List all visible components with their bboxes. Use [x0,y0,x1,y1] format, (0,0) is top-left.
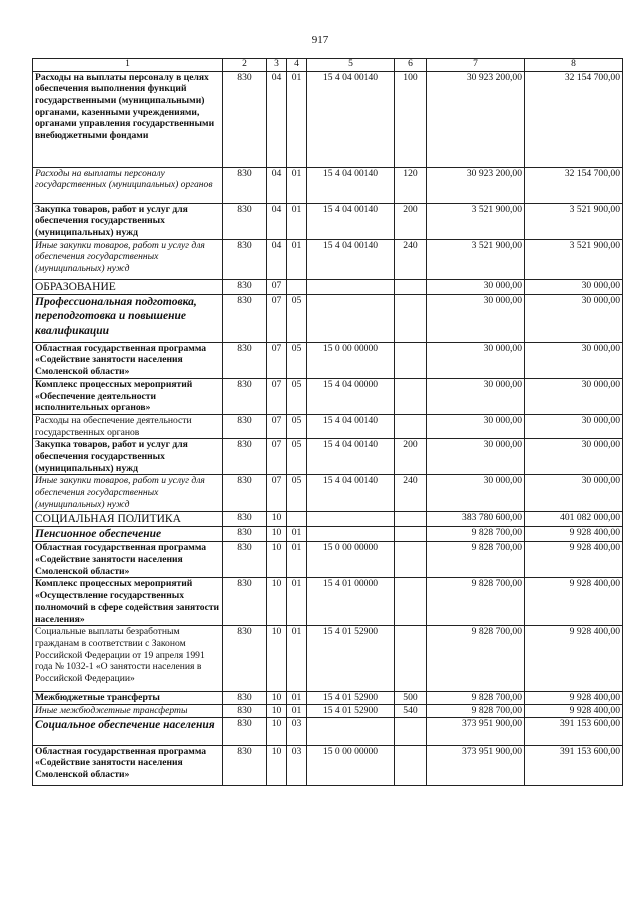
code-expense-type-cell [395,279,427,294]
amount-2025-cell: 30 000,00 [525,294,623,342]
code-expense-type-cell [395,378,427,414]
amount-2025-cell: 401 082 000,00 [525,511,623,526]
item-name-cell: Расходы на обеспечение деятельности государственных органов [33,414,223,438]
item-name-cell: Пенсионное обеспечение [33,526,223,542]
table-row [33,378,623,414]
code-subsection-cell: 05 [287,294,307,342]
amount-2024-cell: 9 828 700,00 [427,692,525,705]
code-section-cell: 07 [267,378,287,414]
code-admin-cell: 830 [223,578,267,626]
item-name-cell: Иные межбюджетные трансферты [33,704,223,717]
code-subsection-cell: 05 [287,414,307,438]
code-section-cell: 07 [267,342,287,378]
code-subsection-cell: 01 [287,578,307,626]
code-target-cell: 15 4 01 52900 [307,704,395,717]
code-admin-cell: 830 [223,692,267,705]
amount-2025-cell: 391 153 600,00 [525,717,623,745]
table-row [33,704,623,717]
code-admin-cell: 830 [223,414,267,438]
code-admin-cell: 830 [223,203,267,239]
code-expense-type-cell: 240 [395,475,427,511]
amount-2024-cell: 30 000,00 [427,342,525,378]
code-admin-cell: 830 [223,704,267,717]
code-subsection-cell [287,511,307,526]
code-expense-type-cell [395,511,427,526]
code-target-cell [307,279,395,294]
code-target-cell [307,294,395,342]
table-row [33,439,623,475]
code-admin-cell: 830 [223,294,267,342]
item-name-cell: Профессиональная подготовка, переподготовка и повышение квалификации [33,294,223,342]
amount-2025-cell: 9 928 400,00 [525,626,623,692]
code-expense-type-cell: 240 [395,239,427,279]
table-row [33,717,623,745]
amount-2024-cell: 30 923 200,00 [427,71,525,167]
amount-2024-cell: 9 828 700,00 [427,542,525,578]
table-row [33,692,623,705]
code-subsection-cell [287,279,307,294]
code-expense-type-cell [395,526,427,542]
code-admin-cell: 830 [223,475,267,511]
col-header: 1 [33,59,223,72]
code-section-cell: 07 [267,279,287,294]
amount-2025-cell: 3 521 900,00 [525,203,623,239]
item-name-cell: Комплекс процессных мероприятий «Осуществление государственных полномочий в сфере содействия занятости населения» [33,578,223,626]
table-row [33,745,623,785]
code-expense-type-cell [395,342,427,378]
col-header: 5 [307,59,395,72]
code-admin-cell: 830 [223,542,267,578]
col-header: 3 [267,59,287,72]
code-subsection-cell: 01 [287,203,307,239]
amount-2025-cell: 9 928 400,00 [525,578,623,626]
code-target-cell: 15 4 04 00140 [307,203,395,239]
code-subsection-cell: 05 [287,439,307,475]
code-admin-cell: 830 [223,511,267,526]
amount-2024-cell: 3 521 900,00 [427,239,525,279]
amount-2024-cell: 373 951 900,00 [427,717,525,745]
amount-2025-cell: 30 000,00 [525,342,623,378]
code-target-cell: 15 4 04 00140 [307,414,395,438]
code-subsection-cell: 01 [287,704,307,717]
amount-2024-cell: 30 000,00 [427,439,525,475]
table-row [33,239,623,279]
code-admin-cell: 830 [223,526,267,542]
code-subsection-cell: 05 [287,342,307,378]
item-name-cell: Межбюджетные трансферты [33,692,223,705]
table-row [33,542,623,578]
budget-table [32,58,623,786]
code-section-cell: 10 [267,692,287,705]
col-header: 7 [427,59,525,72]
code-section-cell: 07 [267,475,287,511]
code-section-cell: 04 [267,71,287,167]
item-name-cell: СОЦИАЛЬНАЯ ПОЛИТИКА [33,511,223,526]
amount-2024-cell: 30 923 200,00 [427,167,525,203]
code-section-cell: 07 [267,414,287,438]
code-expense-type-cell: 120 [395,167,427,203]
code-subsection-cell: 05 [287,475,307,511]
amount-2025-cell: 9 928 400,00 [525,704,623,717]
code-admin-cell: 830 [223,745,267,785]
amount-2024-cell: 30 000,00 [427,279,525,294]
col-header: 8 [525,59,623,72]
code-target-cell: 15 4 04 00140 [307,439,395,475]
amount-2025-cell: 391 153 600,00 [525,745,623,785]
amount-2024-cell: 9 828 700,00 [427,704,525,717]
amount-2025-cell: 30 000,00 [525,279,623,294]
amount-2025-cell: 9 928 400,00 [525,692,623,705]
code-admin-cell: 830 [223,239,267,279]
code-subsection-cell: 03 [287,745,307,785]
item-name-cell: Иные закупки товаров, работ и услуг для обеспечения государственных (муниципальных) нужд [33,475,223,511]
code-section-cell: 07 [267,439,287,475]
code-target-cell: 15 4 04 00140 [307,475,395,511]
code-admin-cell: 830 [223,71,267,167]
code-admin-cell: 830 [223,626,267,692]
code-admin-cell: 830 [223,342,267,378]
item-name-cell: Областная государственная программа «Содействие занятости населения Смоленской области» [33,745,223,785]
amount-2025-cell: 32 154 700,00 [525,71,623,167]
col-header: 4 [287,59,307,72]
code-section-cell: 04 [267,203,287,239]
item-name-cell: Областная государственная программа «Содействие занятости населения Смоленской области» [33,542,223,578]
code-admin-cell: 830 [223,167,267,203]
code-subsection-cell: 01 [287,626,307,692]
code-section-cell: 07 [267,294,287,342]
code-expense-type-cell [395,578,427,626]
table-row [33,71,623,167]
code-target-cell: 15 0 00 00000 [307,745,395,785]
code-target-cell: 15 0 00 00000 [307,542,395,578]
code-section-cell: 10 [267,717,287,745]
code-subsection-cell: 03 [287,717,307,745]
item-name-cell: Закупка товаров, работ и услуг для обеспечения государственных (муниципальных) нужд [33,203,223,239]
amount-2024-cell: 383 780 600,00 [427,511,525,526]
code-target-cell: 15 4 04 00140 [307,167,395,203]
amount-2024-cell: 9 828 700,00 [427,626,525,692]
col-header: 2 [223,59,267,72]
item-name-cell: Закупка товаров, работ и услуг для обеспечения государственных (муниципальных) нужд [33,439,223,475]
item-name-cell: ОБРАЗОВАНИЕ [33,279,223,294]
code-section-cell: 10 [267,626,287,692]
code-target-cell: 15 4 01 00000 [307,578,395,626]
code-section-cell: 04 [267,239,287,279]
item-name-cell: Иные закупки товаров, работ и услуг для обеспечения государственных (муниципальных) нужд [33,239,223,279]
code-expense-type-cell [395,542,427,578]
code-expense-type-cell [395,717,427,745]
code-expense-type-cell: 540 [395,704,427,717]
amount-2025-cell: 30 000,00 [525,378,623,414]
col-header: 6 [395,59,427,72]
code-expense-type-cell: 200 [395,203,427,239]
code-target-cell: 15 4 04 00140 [307,71,395,167]
code-target-cell [307,717,395,745]
code-target-cell: 15 4 04 00140 [307,239,395,279]
item-name-cell: Областная государственная программа «Содействие занятости населения Смоленской области» [33,342,223,378]
item-name-cell: Комплекс процессных мероприятий «Обеспечение деятельности исполнительных органов» [33,378,223,414]
code-expense-type-cell: 200 [395,439,427,475]
code-expense-type-cell: 100 [395,71,427,167]
amount-2025-cell: 9 928 400,00 [525,542,623,578]
table-row [33,342,623,378]
code-expense-type-cell: 500 [395,692,427,705]
item-name-cell: Расходы на выплаты персоналу государственных (муниципальных) органов [33,167,223,203]
code-section-cell: 10 [267,526,287,542]
table-row [33,626,623,692]
code-expense-type-cell [395,626,427,692]
amount-2024-cell: 9 828 700,00 [427,578,525,626]
code-admin-cell: 830 [223,378,267,414]
code-expense-type-cell [395,745,427,785]
code-subsection-cell: 01 [287,167,307,203]
amount-2024-cell: 30 000,00 [427,414,525,438]
amount-2025-cell: 9 928 400,00 [525,526,623,542]
code-subsection-cell: 01 [287,71,307,167]
code-admin-cell: 830 [223,279,267,294]
code-target-cell [307,511,395,526]
amount-2024-cell: 30 000,00 [427,475,525,511]
amount-2025-cell: 3 521 900,00 [525,239,623,279]
code-subsection-cell: 01 [287,239,307,279]
code-admin-cell: 830 [223,717,267,745]
amount-2025-cell: 30 000,00 [525,439,623,475]
table-row [33,167,623,203]
amount-2025-cell: 32 154 700,00 [525,167,623,203]
code-target-cell: 15 4 04 00000 [307,378,395,414]
amount-2024-cell: 3 521 900,00 [427,203,525,239]
item-name-cell: Расходы на выплаты персоналу в целях обеспечения выполнения функций государственными (муниципальными) органами, казенными учреждениями, органами управления государственными внебюджетными фондами [33,71,223,167]
table-row [33,578,623,626]
amount-2024-cell: 373 951 900,00 [427,745,525,785]
code-target-cell: 15 4 01 52900 [307,692,395,705]
amount-2024-cell: 30 000,00 [427,294,525,342]
code-section-cell: 10 [267,511,287,526]
table-row [33,294,623,342]
table-row [33,279,623,294]
amount-2024-cell: 9 828 700,00 [427,526,525,542]
amount-2025-cell: 30 000,00 [525,414,623,438]
code-target-cell: 15 0 00 00000 [307,342,395,378]
code-section-cell: 10 [267,704,287,717]
item-name-cell: Социальные выплаты безработным гражданам в соответствии с Законом Российской Федерации от 19 апреля 1991 года № 1032-1 «О занятости населения в Российской Федерации» [33,626,223,692]
code-section-cell: 10 [267,542,287,578]
table-row [33,475,623,511]
item-name-cell: Социальное обеспечение населения [33,717,223,745]
code-target-cell [307,526,395,542]
code-section-cell: 10 [267,745,287,785]
code-subsection-cell: 05 [287,378,307,414]
header-row [33,59,623,72]
table-row [33,203,623,239]
table-row [33,526,623,542]
code-expense-type-cell [395,294,427,342]
code-section-cell: 04 [267,167,287,203]
table-row [33,511,623,526]
code-target-cell: 15 4 01 52900 [307,626,395,692]
code-subsection-cell: 01 [287,692,307,705]
amount-2025-cell: 30 000,00 [525,475,623,511]
code-expense-type-cell [395,414,427,438]
code-admin-cell: 830 [223,439,267,475]
code-section-cell: 10 [267,578,287,626]
table-row [33,414,623,438]
amount-2024-cell: 30 000,00 [427,378,525,414]
code-subsection-cell: 01 [287,526,307,542]
page-number: 917 [311,34,329,46]
code-subsection-cell: 01 [287,542,307,578]
